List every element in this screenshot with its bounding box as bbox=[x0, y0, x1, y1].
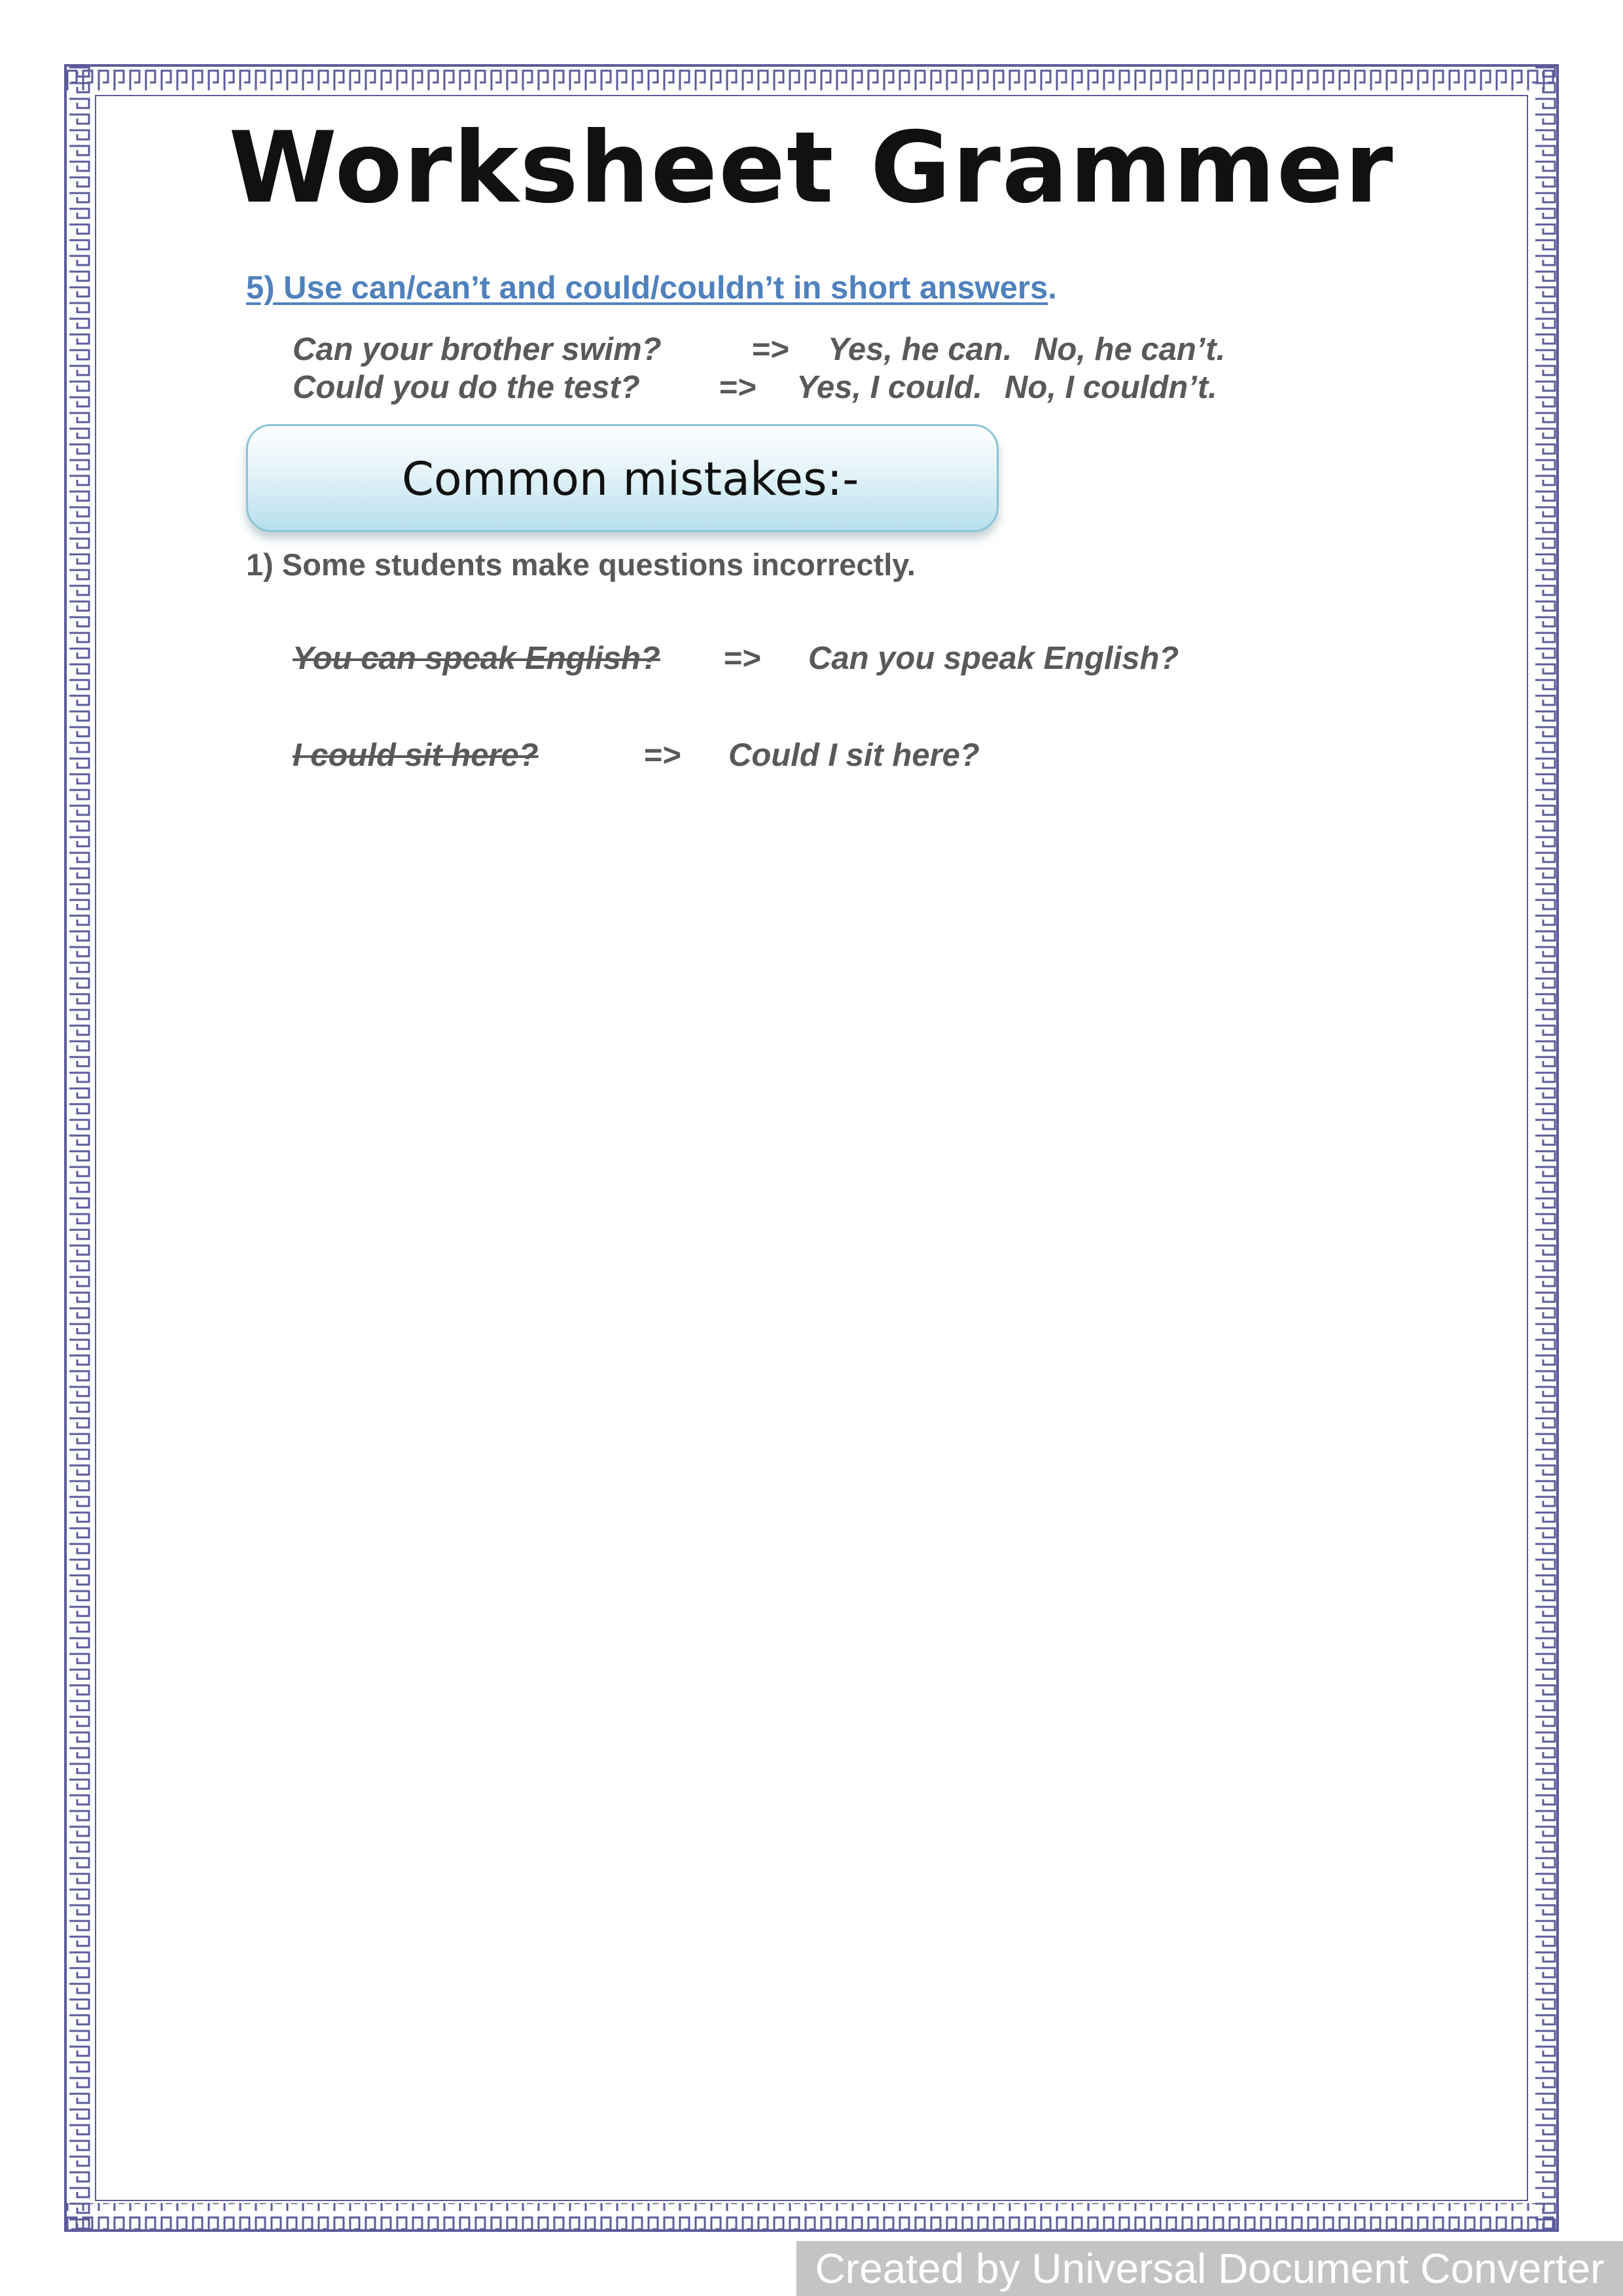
short-answer-yes: Yes, he can. bbox=[828, 332, 1012, 367]
section-heading bbox=[246, 270, 1057, 306]
correction-arrow: => bbox=[723, 641, 761, 676]
incorrect-question: You can speak English? bbox=[293, 641, 660, 676]
correct-question: Could I sit here? bbox=[728, 738, 980, 773]
short-answer-arrow: => bbox=[719, 370, 757, 405]
short-answer-no: No, he can’t. bbox=[1034, 332, 1226, 367]
section-heading-text: 5) Use can/can’t and could/couldn’t in short answers bbox=[246, 270, 1048, 306]
common-mistakes-callout bbox=[246, 424, 999, 532]
callout-label: Common mistakes:- bbox=[402, 452, 859, 506]
section-heading-period: . bbox=[1048, 270, 1057, 306]
short-answer-arrow: => bbox=[751, 332, 789, 367]
incorrect-question: I could sit here? bbox=[293, 738, 539, 773]
short-answer-no: No, I couldn’t. bbox=[1005, 370, 1217, 405]
short-answer-yes: Yes, I could. bbox=[796, 370, 983, 405]
correct-question: Can you speak English? bbox=[808, 641, 1179, 676]
correction-arrow: => bbox=[643, 738, 681, 773]
mistake-point: 1) Some students make questions incorrectly. bbox=[246, 547, 916, 582]
short-answer-question: Could you do the test? bbox=[293, 370, 640, 405]
short-answer-question: Can your brother swim? bbox=[293, 332, 662, 367]
watermark-banner: Created by Universal Document Converter bbox=[796, 2241, 1623, 2296]
page-title: Worksheet Grammer bbox=[228, 111, 1395, 225]
